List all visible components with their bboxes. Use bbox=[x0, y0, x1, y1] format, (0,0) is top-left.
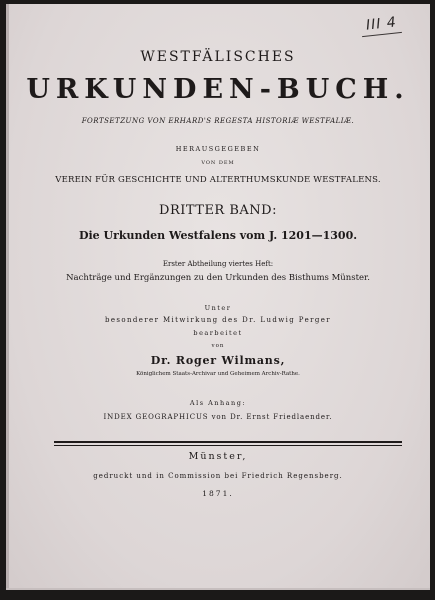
appendix-title: INDEX GEOGRAPHICUS von Dr. Ernst Friedlaender. bbox=[103, 413, 333, 421]
editor-name: Dr. Roger Wilmans, bbox=[150, 354, 286, 367]
section-label: Erster Abtheilung viertes Heft: bbox=[162, 260, 274, 268]
society-name: VEREIN FÜR GESCHICHTE UND ALTERTHUMSKUNDE WESTFALENS. bbox=[55, 175, 381, 185]
publisher-line: gedruckt und in Commission bei Friedrich Regensberg. bbox=[93, 472, 343, 480]
title-line-1: WESTFÄLISCHES bbox=[140, 49, 296, 65]
bearbeitet-label: bearbeitet bbox=[193, 329, 243, 337]
separator-rule-thin bbox=[54, 445, 402, 446]
volume-title: Die Urkunden Westfalens vom J. 1201—1300. bbox=[78, 229, 358, 242]
editor-role: Königlichem Staats-Archivar und Geheimem Archiv-Rathe. bbox=[136, 371, 300, 377]
subtitle: FORTSETZUNG VON ERHARD'S REGESTA HISTORIÆ WESTFALIÆ. bbox=[81, 117, 355, 125]
herausgegeben-label: HERAUSGEGEBEN bbox=[175, 145, 261, 153]
von-label: von bbox=[211, 343, 225, 349]
separator-rule bbox=[54, 441, 402, 443]
page-bottom-edge bbox=[6, 588, 430, 590]
title-page bbox=[6, 4, 430, 590]
von-dem-label: VON DEM bbox=[201, 160, 235, 166]
publication-place: Münster, bbox=[188, 451, 248, 462]
unter-label: Unter bbox=[204, 304, 232, 312]
publication-year: 1871. bbox=[202, 489, 234, 498]
volume-label: DRITTER BAND: bbox=[159, 203, 277, 218]
collaboration-line: besonderer Mitwirkung des Dr. Ludwig Perger bbox=[104, 316, 332, 324]
main-title: URKUNDEN-BUCH. bbox=[26, 74, 410, 105]
section-title: Nachträge und Ergänzungen zu den Urkunden des Bisthums Münster. bbox=[66, 273, 370, 283]
appendix-label: Als Anhang: bbox=[189, 399, 247, 407]
handwritten-shelfmark: III 4 bbox=[365, 14, 398, 34]
